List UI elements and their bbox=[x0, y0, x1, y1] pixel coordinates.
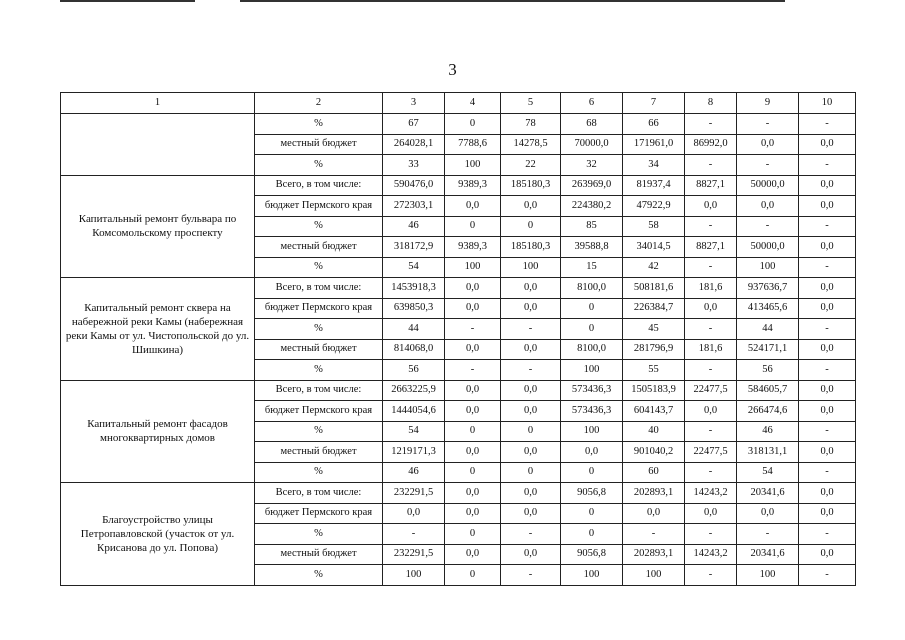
value-cell: 264028,1 bbox=[383, 134, 445, 155]
value-cell: 100 bbox=[561, 360, 623, 381]
value-cell: - bbox=[685, 524, 737, 545]
value-cell: 14278,5 bbox=[501, 134, 561, 155]
value-cell: 226384,7 bbox=[623, 298, 685, 319]
value-cell: 0,0 bbox=[623, 503, 685, 524]
value-cell: 85 bbox=[561, 216, 623, 237]
value-cell: 0,0 bbox=[445, 401, 501, 422]
value-cell: 9389,3 bbox=[445, 237, 501, 258]
value-cell: 81937,4 bbox=[623, 175, 685, 196]
value-cell: 0,0 bbox=[501, 401, 561, 422]
row-label-cell: местный бюджет bbox=[255, 544, 383, 565]
value-cell: 0,0 bbox=[445, 544, 501, 565]
value-cell: - bbox=[685, 155, 737, 176]
value-cell: 181,6 bbox=[685, 339, 737, 360]
value-cell: - bbox=[445, 319, 501, 340]
value-cell: 0,0 bbox=[737, 503, 799, 524]
value-cell: 1219171,3 bbox=[383, 442, 445, 463]
value-cell: 0,0 bbox=[799, 278, 856, 299]
page-number: 3 bbox=[448, 60, 457, 79]
value-cell: 232291,5 bbox=[383, 544, 445, 565]
value-cell: 0,0 bbox=[501, 339, 561, 360]
value-cell: 185180,3 bbox=[501, 237, 561, 258]
value-cell: 100 bbox=[561, 421, 623, 442]
value-cell: 100 bbox=[501, 257, 561, 278]
value-cell: - bbox=[799, 462, 856, 483]
value-cell: 100 bbox=[737, 257, 799, 278]
column-header: 9 bbox=[737, 93, 799, 114]
object-name-cell: Капитальный ремонт бульвара по Комсомольскому проспекту bbox=[61, 175, 255, 278]
row-label-cell: % bbox=[255, 565, 383, 586]
value-cell: 901040,2 bbox=[623, 442, 685, 463]
table-row bbox=[61, 483, 856, 504]
value-cell: 8100,0 bbox=[561, 278, 623, 299]
value-cell: - bbox=[501, 524, 561, 545]
value-cell: 266474,6 bbox=[737, 401, 799, 422]
value-cell: - bbox=[501, 319, 561, 340]
value-cell: 0,0 bbox=[383, 503, 445, 524]
value-cell: 202893,1 bbox=[623, 544, 685, 565]
value-cell: 2663225,9 bbox=[383, 380, 445, 401]
value-cell: 20341,6 bbox=[737, 483, 799, 504]
value-cell: 0,0 bbox=[737, 196, 799, 217]
row-label-cell: местный бюджет bbox=[255, 442, 383, 463]
row-label-cell: Всего, в том числе: bbox=[255, 483, 383, 504]
column-header: 6 bbox=[561, 93, 623, 114]
value-cell: - bbox=[737, 114, 799, 135]
value-cell: 54 bbox=[737, 462, 799, 483]
object-name-cell: Капитальный ремонт фасадов многоквартирных домов bbox=[61, 380, 255, 483]
object-name-cell: Капитальный ремонт сквера на набережной реки Камы (набережная реки Камы от ул. Чистопольской до ул. Шишкина) bbox=[61, 278, 255, 381]
row-label-cell: местный бюджет bbox=[255, 237, 383, 258]
value-cell: 100 bbox=[561, 565, 623, 586]
value-cell: - bbox=[799, 319, 856, 340]
value-cell: 40 bbox=[623, 421, 685, 442]
value-cell: 202893,1 bbox=[623, 483, 685, 504]
column-header: 7 bbox=[623, 93, 685, 114]
value-cell: 47922,9 bbox=[623, 196, 685, 217]
row-label-cell: бюджет Пермского края bbox=[255, 401, 383, 422]
value-cell: 100 bbox=[623, 565, 685, 586]
value-cell: - bbox=[383, 524, 445, 545]
value-cell: 0,0 bbox=[799, 298, 856, 319]
value-cell: 0,0 bbox=[799, 175, 856, 196]
row-label-cell: % bbox=[255, 114, 383, 135]
row-label-cell: % bbox=[255, 319, 383, 340]
value-cell: - bbox=[685, 565, 737, 586]
value-cell: 45 bbox=[623, 319, 685, 340]
value-cell: 0,0 bbox=[799, 237, 856, 258]
row-label-cell: % bbox=[255, 155, 383, 176]
row-label-cell: бюджет Пермского края bbox=[255, 196, 383, 217]
value-cell: - bbox=[799, 155, 856, 176]
value-cell: 0,0 bbox=[685, 503, 737, 524]
value-cell: 0,0 bbox=[799, 483, 856, 504]
value-cell: 60 bbox=[623, 462, 685, 483]
value-cell: 318172,9 bbox=[383, 237, 445, 258]
value-cell: 0,0 bbox=[445, 380, 501, 401]
value-cell: 0,0 bbox=[501, 196, 561, 217]
column-header: 3 bbox=[383, 93, 445, 114]
value-cell: 0 bbox=[501, 421, 561, 442]
value-cell: - bbox=[737, 216, 799, 237]
value-cell: 0,0 bbox=[445, 503, 501, 524]
value-cell: 232291,5 bbox=[383, 483, 445, 504]
value-cell: 590476,0 bbox=[383, 175, 445, 196]
value-cell: 15 bbox=[561, 257, 623, 278]
value-cell: 9056,8 bbox=[561, 483, 623, 504]
value-cell: 0 bbox=[501, 462, 561, 483]
value-cell: 272303,1 bbox=[383, 196, 445, 217]
value-cell: 0,0 bbox=[799, 401, 856, 422]
value-cell: 0 bbox=[445, 524, 501, 545]
table-row bbox=[61, 380, 856, 401]
column-header: 2 bbox=[255, 93, 383, 114]
value-cell: 0,0 bbox=[501, 503, 561, 524]
value-cell: 0,0 bbox=[685, 196, 737, 217]
row-label-cell: % bbox=[255, 462, 383, 483]
value-cell: 56 bbox=[737, 360, 799, 381]
value-cell: 937636,7 bbox=[737, 278, 799, 299]
row-label-cell: Всего, в том числе: bbox=[255, 380, 383, 401]
value-cell: 86992,0 bbox=[685, 134, 737, 155]
value-cell: 0,0 bbox=[799, 544, 856, 565]
value-cell: 68 bbox=[561, 114, 623, 135]
value-cell: 32 bbox=[561, 155, 623, 176]
value-cell: 22477,5 bbox=[685, 380, 737, 401]
value-cell: 0,0 bbox=[501, 483, 561, 504]
object-name-cell: Благоустройство улицы Петропавловской (участок от ул. Крисанова до ул. Попова) bbox=[61, 483, 255, 586]
value-cell: - bbox=[799, 216, 856, 237]
value-cell: 46 bbox=[383, 462, 445, 483]
value-cell: 0,0 bbox=[445, 196, 501, 217]
column-header: 8 bbox=[685, 93, 737, 114]
top-edge-line bbox=[240, 0, 785, 2]
value-cell: 0 bbox=[561, 462, 623, 483]
value-cell: 0 bbox=[445, 565, 501, 586]
value-cell: 0 bbox=[445, 462, 501, 483]
value-cell: 0,0 bbox=[445, 483, 501, 504]
table-row bbox=[61, 175, 856, 196]
value-cell: 524171,1 bbox=[737, 339, 799, 360]
value-cell: 413465,6 bbox=[737, 298, 799, 319]
row-label-cell: местный бюджет bbox=[255, 134, 383, 155]
value-cell: 263969,0 bbox=[561, 175, 623, 196]
value-cell: - bbox=[685, 257, 737, 278]
value-cell: 14243,2 bbox=[685, 483, 737, 504]
value-cell: 508181,6 bbox=[623, 278, 685, 299]
value-cell: - bbox=[685, 462, 737, 483]
value-cell: 34014,5 bbox=[623, 237, 685, 258]
top-edge-line bbox=[60, 0, 195, 2]
value-cell: 58 bbox=[623, 216, 685, 237]
value-cell: 55 bbox=[623, 360, 685, 381]
row-label-cell: бюджет Пермского края bbox=[255, 298, 383, 319]
value-cell: 100 bbox=[445, 257, 501, 278]
column-header: 4 bbox=[445, 93, 501, 114]
value-cell: 0 bbox=[501, 216, 561, 237]
value-cell: 1453918,3 bbox=[383, 278, 445, 299]
value-cell: - bbox=[685, 421, 737, 442]
value-cell: 0,0 bbox=[501, 278, 561, 299]
value-cell: 0,0 bbox=[799, 339, 856, 360]
table-row bbox=[61, 278, 856, 299]
value-cell: 46 bbox=[737, 421, 799, 442]
value-cell: 814068,0 bbox=[383, 339, 445, 360]
table-row bbox=[61, 114, 856, 135]
value-cell: 0,0 bbox=[445, 339, 501, 360]
value-cell: 44 bbox=[737, 319, 799, 340]
value-cell: 0,0 bbox=[445, 278, 501, 299]
value-cell: 56 bbox=[383, 360, 445, 381]
value-cell: 185180,3 bbox=[501, 175, 561, 196]
value-cell: 33 bbox=[383, 155, 445, 176]
value-cell: 22 bbox=[501, 155, 561, 176]
value-cell: 1444054,6 bbox=[383, 401, 445, 422]
value-cell: 0,0 bbox=[799, 442, 856, 463]
value-cell: 0,0 bbox=[501, 298, 561, 319]
value-cell: 54 bbox=[383, 257, 445, 278]
column-header: 5 bbox=[501, 93, 561, 114]
value-cell: 0,0 bbox=[501, 442, 561, 463]
column-header: 1 bbox=[61, 93, 255, 114]
row-label-cell: Всего, в том числе: bbox=[255, 278, 383, 299]
row-label-cell: % bbox=[255, 360, 383, 381]
value-cell: 0,0 bbox=[799, 380, 856, 401]
row-label-cell: % bbox=[255, 524, 383, 545]
value-cell: 22477,5 bbox=[685, 442, 737, 463]
value-cell: 66 bbox=[623, 114, 685, 135]
value-cell: - bbox=[685, 114, 737, 135]
value-cell: 8100,0 bbox=[561, 339, 623, 360]
value-cell: 0,0 bbox=[799, 134, 856, 155]
value-cell: 0 bbox=[445, 216, 501, 237]
header-row bbox=[61, 93, 856, 114]
value-cell: 224380,2 bbox=[561, 196, 623, 217]
row-label-cell: % bbox=[255, 257, 383, 278]
value-cell: 584605,7 bbox=[737, 380, 799, 401]
value-cell: 54 bbox=[383, 421, 445, 442]
value-cell: 100 bbox=[383, 565, 445, 586]
value-cell: - bbox=[501, 565, 561, 586]
value-cell: 318131,1 bbox=[737, 442, 799, 463]
value-cell: 78 bbox=[501, 114, 561, 135]
value-cell: 0,0 bbox=[501, 544, 561, 565]
value-cell: 1505183,9 bbox=[623, 380, 685, 401]
value-cell: - bbox=[501, 360, 561, 381]
row-label-cell: Всего, в том числе: bbox=[255, 175, 383, 196]
value-cell: 0,0 bbox=[501, 380, 561, 401]
value-cell: 0 bbox=[561, 524, 623, 545]
value-cell: 50000,0 bbox=[737, 237, 799, 258]
value-cell: 7788,6 bbox=[445, 134, 501, 155]
value-cell: 46 bbox=[383, 216, 445, 237]
column-header: 10 bbox=[799, 93, 856, 114]
value-cell: - bbox=[799, 565, 856, 586]
value-cell: 44 bbox=[383, 319, 445, 340]
value-cell: 0,0 bbox=[445, 442, 501, 463]
value-cell: 14243,2 bbox=[685, 544, 737, 565]
value-cell: 9389,3 bbox=[445, 175, 501, 196]
budget-table bbox=[60, 92, 856, 586]
value-cell: - bbox=[799, 524, 856, 545]
row-label-cell: % bbox=[255, 421, 383, 442]
value-cell: 0,0 bbox=[685, 401, 737, 422]
row-label-cell: бюджет Пермского края bbox=[255, 503, 383, 524]
value-cell: - bbox=[799, 360, 856, 381]
value-cell: 181,6 bbox=[685, 278, 737, 299]
value-cell: 171961,0 bbox=[623, 134, 685, 155]
value-cell: 0,0 bbox=[445, 298, 501, 319]
value-cell: 0 bbox=[445, 421, 501, 442]
value-cell: 34 bbox=[623, 155, 685, 176]
value-cell: 281796,9 bbox=[623, 339, 685, 360]
value-cell: 8827,1 bbox=[685, 237, 737, 258]
value-cell: 100 bbox=[445, 155, 501, 176]
value-cell: 0 bbox=[561, 319, 623, 340]
value-cell: - bbox=[445, 360, 501, 381]
value-cell: - bbox=[685, 360, 737, 381]
value-cell: 0,0 bbox=[737, 134, 799, 155]
value-cell: - bbox=[799, 257, 856, 278]
row-label-cell: % bbox=[255, 216, 383, 237]
value-cell: 0,0 bbox=[561, 442, 623, 463]
value-cell: 20341,6 bbox=[737, 544, 799, 565]
value-cell: - bbox=[737, 155, 799, 176]
value-cell: 573436,3 bbox=[561, 380, 623, 401]
value-cell: 0,0 bbox=[799, 196, 856, 217]
value-cell: 0 bbox=[561, 503, 623, 524]
value-cell: 42 bbox=[623, 257, 685, 278]
value-cell: 50000,0 bbox=[737, 175, 799, 196]
value-cell: 0,0 bbox=[799, 503, 856, 524]
value-cell: - bbox=[799, 421, 856, 442]
value-cell: 9056,8 bbox=[561, 544, 623, 565]
value-cell: - bbox=[685, 319, 737, 340]
value-cell: 39588,8 bbox=[561, 237, 623, 258]
value-cell: 0 bbox=[445, 114, 501, 135]
value-cell: 8827,1 bbox=[685, 175, 737, 196]
value-cell: 67 bbox=[383, 114, 445, 135]
row-label-cell: местный бюджет bbox=[255, 339, 383, 360]
value-cell: 0,0 bbox=[685, 298, 737, 319]
value-cell: - bbox=[623, 524, 685, 545]
value-cell: 70000,0 bbox=[561, 134, 623, 155]
value-cell: - bbox=[685, 216, 737, 237]
value-cell: 0 bbox=[561, 298, 623, 319]
value-cell: 573436,3 bbox=[561, 401, 623, 422]
value-cell: 100 bbox=[737, 565, 799, 586]
value-cell: - bbox=[737, 524, 799, 545]
value-cell: 604143,7 bbox=[623, 401, 685, 422]
object-name-cell bbox=[61, 114, 255, 176]
value-cell: 639850,3 bbox=[383, 298, 445, 319]
value-cell: - bbox=[799, 114, 856, 135]
